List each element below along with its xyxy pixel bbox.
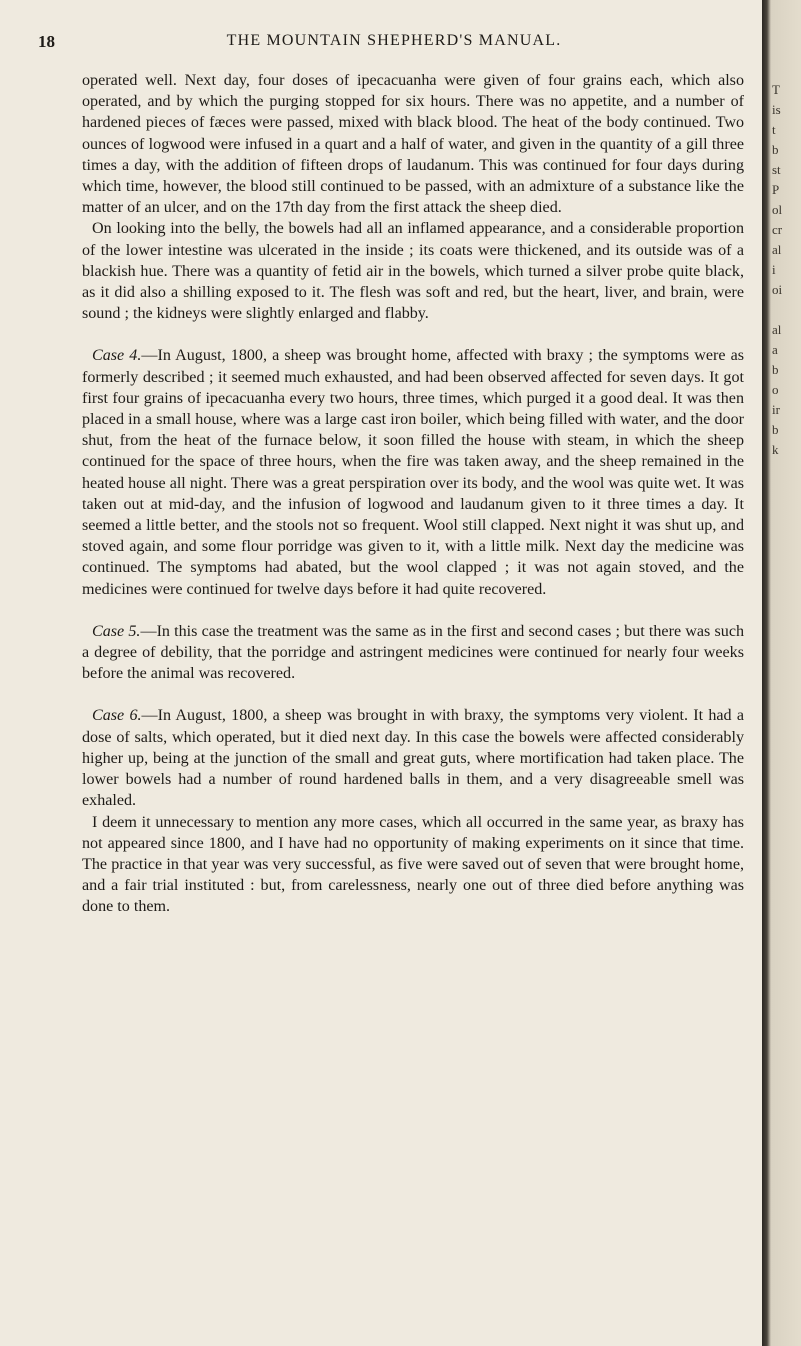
case-label: Case 5.	[92, 622, 141, 640]
page-number: 18	[38, 32, 55, 51]
case-label: Case 6.	[92, 707, 142, 725]
paragraph	[82, 812, 744, 918]
paragraph	[82, 70, 744, 218]
body-text	[82, 70, 744, 918]
paragraph-case-4	[82, 345, 744, 599]
adjacent-page-fragments: T is t b st P ol cr al i oi al a b o ir b k	[772, 82, 783, 457]
paragraph-text: operated well. Next day, four doses of ipecacuanha were given of four grains each, which also operated, and by which the purging stopped for six hours. There was no appetite, and a number of hardened pieces of fæces were passed, mixed with black blood. The heat of the body continued. Two ounces of logwood were infused in a quart and a half of water, and given in the quantity of a gill three times a day, with the addition of fifteen drops of laudanum. This was continued for four days during which time, however, the blood still continued to be passed, with an admixture of a substance like the matter of an ulcer, and on the 17th day from the first attack the sheep died.	[82, 72, 744, 217]
paragraph-text: —In August, 1800, a sheep was brought in with braxy, the symptoms very violent. It had a dose of salts, which operated, but it died next day. In this case the bowels were affected considerably higher up, being at the junction of the small and great guts, where mortification had taken place. The lower bowels had a number of round hardened balls in them, and a very disagreeable smell was exhaled.	[82, 707, 745, 810]
paragraph-text: On looking into the belly, the bowels had all an inflamed appearance, and a considerable proportion of the lower intestine was ulcerated in the inside ; its coats were thickened, and its outside was of a blackish hue. There was a quantity of fetid air in the bowels, which turned a silver probe quite black, as it did also a shilling exposed to it. The flesh was soft and red, but the heart, liver, and brain, were sound ; the kidneys were slightly enlarged and flabby.	[82, 220, 744, 323]
paragraph-text: —In this case the treatment was the same as in the first and second cases ; but there was such a degree of debility, that the porridge and astringent medicines were continued for nearly four weeks before the animal was recovered.	[82, 622, 745, 683]
running-title: THE MOUNTAIN SHEPHERD'S MANUAL.	[226, 32, 562, 49]
page-header	[38, 32, 750, 54]
paragraph-case-6	[82, 705, 744, 811]
paragraph-text: —In August, 1800, a sheep was brought home, affected with braxy ; the symptoms were as formerly described ; it seemed much exhausted, and had been observed affected for seven days. It got first four grains of ipecacuanha every two hours, three times, which purged it a good deal. It was then placed in a small house, where was a large cast iron boiler, which being filled with water, and the door shut, from the heat of the furnace below, it soon filled the house with steam, in which the sheep continued for the space of three hours, when the fire was taken away, and the sheep remained in the heated house all night. There was a great perspiration over its body, and the wool was quite wet. It was taken out at mid-day, and the infusion of logwood and laudanum given to it three times a day. It seemed a little better, and the stools not so frequent. Wool still clapped. Next night it was shut up, and stoved again, and some flour porridge was given to it, with a little milk. Next day the medicine was continued. The symptoms had abated, but the wool clapped ; it was not again stoved, and the medicines were continued for twelve days before it had quite recovered.	[82, 347, 745, 598]
paragraph-case-5	[82, 621, 744, 685]
paragraph-text: I deem it unnecessary to mention any more cases, which all occurred in the same year, as braxy has not appeared since 1800, and I have had no opportunity of making experiments on it since that time. The practice in that year was very successful, as five were saved out of seven that were brought home, and a fair trial instituted : but, from carelessness, nearly one out of three died before anything was done to them.	[82, 813, 744, 916]
paragraph	[82, 218, 744, 324]
case-label: Case 4.	[92, 347, 142, 365]
